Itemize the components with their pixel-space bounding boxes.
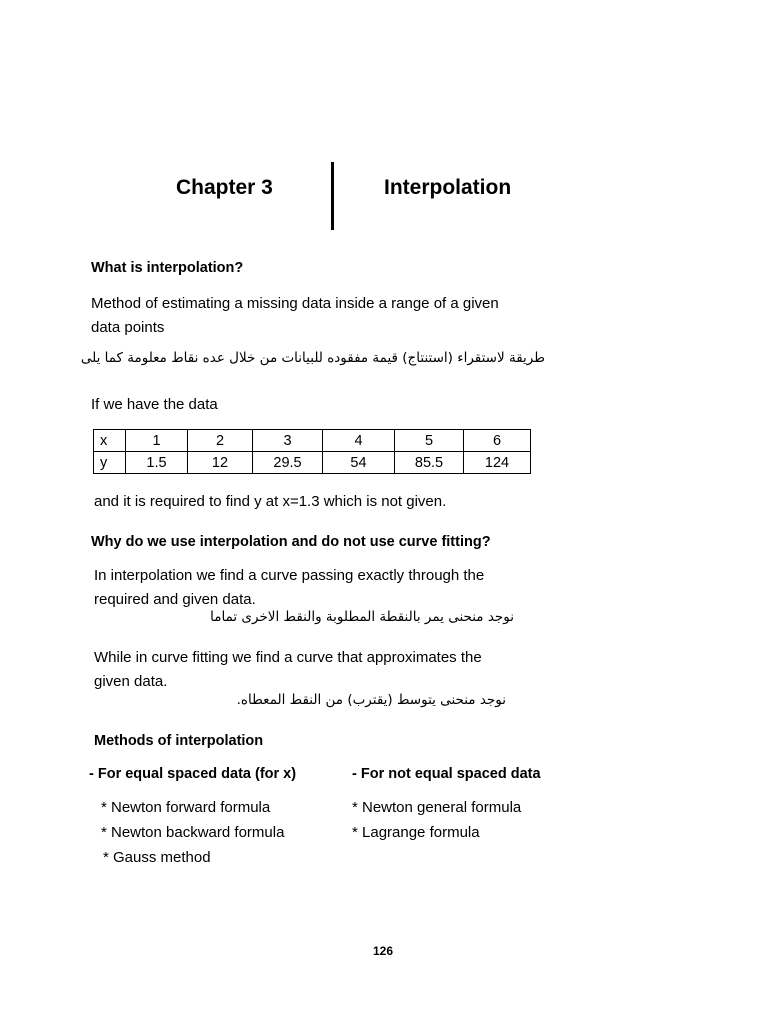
curve-fitting-line: given data. <box>94 673 168 690</box>
list-item: * Newton general formula <box>352 799 522 816</box>
curve-fitting-arabic: نوجد منحنى يتوسط (يقترب) من النقط المعطاه. <box>236 692 506 708</box>
section-heading-what: What is interpolation? <box>91 260 244 276</box>
row-label-y: y <box>94 452 126 474</box>
table-cell: 29.5 <box>253 452 323 474</box>
list-item: * Newton backward formula <box>101 824 285 841</box>
definition-line: data points <box>91 319 165 336</box>
table-cell: 3 <box>253 430 323 452</box>
page-number: 126 <box>373 944 394 958</box>
table-cell: 124 <box>464 452 531 474</box>
section-heading-why: Why do we use interpolation and do not use curve fitting? <box>91 534 491 550</box>
data-intro: If we have the data <box>91 396 218 413</box>
list-item: * Lagrange formula <box>352 824 480 841</box>
interpolation-line: In interpolation we find a curve passing exactly through the <box>94 567 485 584</box>
curve-fitting-line: While in curve fitting we find a curve that approximates the <box>94 649 482 666</box>
table-cell: 5 <box>395 430 464 452</box>
after-table-text: and it is required to find y at x=1.3 which is not given. <box>94 493 447 510</box>
chapter-title: Interpolation <box>384 176 512 199</box>
table-row <box>94 430 531 452</box>
table-cell: 4 <box>323 430 395 452</box>
chapter-label: Chapter 3 <box>176 176 273 199</box>
interpolation-arabic: نوجد منحنى يمر بالنقطة المطلوبة والنقط الاخرى تماما <box>210 609 514 625</box>
row-label-x: x <box>94 430 126 452</box>
list-item: * Newton forward formula <box>101 799 271 816</box>
definition-text <box>91 292 499 340</box>
curve-fitting-text <box>94 646 482 694</box>
data-table <box>93 429 531 474</box>
table-cell: 85.5 <box>395 452 464 474</box>
unequal-spaced-list <box>352 795 521 845</box>
definition-line: Method of estimating a missing data inside a range of a given <box>91 295 499 312</box>
table-cell: 6 <box>464 430 531 452</box>
title-divider <box>331 162 334 230</box>
table-row <box>94 452 531 474</box>
unequal-spaced-title: - For not equal spaced data <box>352 766 541 782</box>
table-cell: 1.5 <box>126 452 188 474</box>
table-cell: 12 <box>188 452 253 474</box>
list-item: * Gauss method <box>103 849 211 866</box>
interpolation-text <box>94 564 484 612</box>
interpolation-line: required and given data. <box>94 591 256 608</box>
equal-spaced-title: - For equal spaced data (for x) <box>89 766 297 782</box>
definition-arabic: طريقة لاستقراء (استنتاج) قيمة مفقوده للبيانات من خلال عده نقاط معلومة كما يلى <box>80 350 545 366</box>
equal-spaced-list <box>101 795 284 870</box>
section-heading-methods: Methods of interpolation <box>94 733 264 749</box>
table-cell: 54 <box>323 452 395 474</box>
table-cell: 2 <box>188 430 253 452</box>
table-cell: 1 <box>126 430 188 452</box>
